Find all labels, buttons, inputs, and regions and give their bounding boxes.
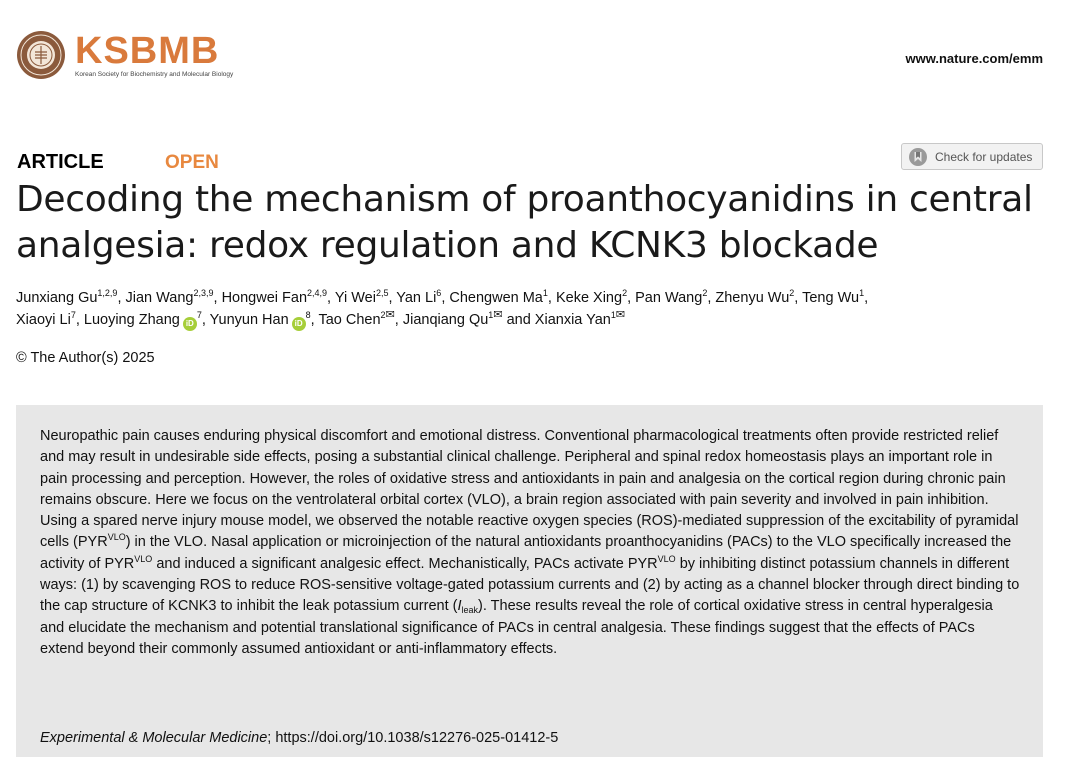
- abstract-segment: Neuropathic pain causes enduring physical discomfort and emotional distress. Conventional pharmacological treatments often provide restricted relief and may result in undesirable side effects, posing a substantial clinical challenge. Peripheral and spinal redox homeostasis plays an important role in pain processing and perception. However, the roles of oxidative stress and antioxidants in pain and analgesia on the cortical region during chronic pain remains obscure. Here we focus on the ventrolateral orbital cortex (VLO), a brain region associated with pain severity and involved in pain inhibition. Using a spared nerve injury mouse model, we observed the notable reactive oxygen species (ROS)-mediated suppression of the excitability of pyramidal cells (PYR: [40, 428, 1019, 551]
- society-full-name: Korean Society for Biochemistry and Molecular Biology: [75, 70, 234, 78]
- author-name[interactable]: Teng Wu: [802, 290, 860, 306]
- email-envelope-icon[interactable]: ✉: [385, 309, 395, 321]
- author-list: Junxiang Gu$^{1,2,9}$, Jian Wang$^{2,3,9}$, Hongwei Fan$^{2,4,9}$, Yi Wei$^{2,5}$, Yan Li$^6$, Chengwen Ma$^1$, Keke Xing$^2$, Pan Wang$^2$, Zhenyu Wu$^2$, Teng Wu$^1$, Xiaoyi Li$^7$, Luoying Zhang $iD^7$, Yunyun Han $iD^8$, Tao Chen$^{2✉}$, Jianqiang $Qu^{1✉}$ and Xianxia Yan$^{1✉}$: [16, 287, 1056, 331]
- author-affiliation: 2,5: [375, 288, 389, 298]
- author-affiliation: 2,4,9: [307, 288, 328, 298]
- journal-site-link[interactable]: www.nature.com/emm: [905, 51, 1043, 66]
- author-name[interactable]: Hongwei Fan: [221, 290, 308, 306]
- superscript-vlo: VLO: [134, 553, 153, 564]
- author-name[interactable]: Zhenyu Wu: [715, 290, 790, 306]
- author-name[interactable]: Keke Xing: [555, 290, 623, 306]
- abstract-segment: by inhibiting distinct potassium channels in different ways: (1) by scavenging ROS to reduce ROS-sensitive voltage-gated potassium currents and (2) by acting as a channel blocker through direct binding to the cap structure of KCNK3 to inhibit the leak potassium current (: [40, 555, 1020, 615]
- author-name[interactable]: Xiaoyi Li: [16, 312, 71, 328]
- current-symbol: I: [457, 598, 462, 615]
- citation-separator: ;: [267, 730, 272, 746]
- abstract-segment: and induced a significant analgesic effect. Mechanistically, PACs activate PYR: [152, 555, 658, 572]
- author-name[interactable]: Yan Li: [396, 290, 437, 306]
- subscript-leak: leak: [461, 605, 479, 616]
- author-affiliation: 1: [488, 310, 494, 320]
- author-name[interactable]: Yunyun Han: [209, 312, 289, 328]
- author-affiliation: 1: [859, 288, 865, 298]
- society-seal-icon: [16, 30, 66, 80]
- title-line-2: analgesia: redox regulation and KCNK3 blockade: [16, 225, 879, 266]
- author-affiliation: 8: [305, 310, 311, 320]
- orcid-icon[interactable]: iD: [292, 317, 306, 331]
- author-affiliation: 7: [196, 310, 202, 320]
- abstract-panel: [16, 405, 1043, 757]
- author-affiliation: 1,2,9: [97, 288, 118, 298]
- bookmark-badge-icon: [908, 147, 928, 167]
- author-name[interactable]: Jian Wang: [125, 290, 194, 306]
- email-envelope-icon[interactable]: ✉: [615, 309, 626, 321]
- author-affiliation: 2: [789, 288, 795, 298]
- author-affiliation: 6: [436, 288, 442, 298]
- author-name[interactable]: Pan Wang: [635, 290, 703, 306]
- author-name[interactable]: Chengwen Ma: [449, 290, 543, 306]
- author-name[interactable]: Luoying Zhang: [83, 312, 180, 328]
- author-affiliation: 2: [702, 288, 708, 298]
- abstract-segment: ). These results reveal the role of cortical oxidative stress in central hyperalgesia and elucidate the mechanism and potential translational significance of PACs in central analgesia. These findings suggest that the effects of PACs extend beyond their commonly assumed antioxidant or anti-inflammatory effects.: [40, 598, 993, 657]
- author-name[interactable]: Jianqiang Qu: [402, 312, 489, 328]
- open-access-label: OPEN: [165, 152, 219, 173]
- abstract-text: [40, 426, 1020, 660]
- author-affiliation: 1: [610, 310, 616, 320]
- article-type-label: ARTICLE: [17, 151, 104, 173]
- author-affiliation: 7: [70, 310, 76, 320]
- society-acronym: KSBMB: [75, 29, 220, 72]
- superscript-vlo: VLO: [107, 532, 126, 543]
- author-conjunction: and: [506, 312, 531, 328]
- orcid-icon[interactable]: iD: [183, 317, 197, 331]
- doi-link[interactable]: https://doi.org/10.1038/s12276-025-01412-5: [275, 730, 559, 746]
- superscript-vlo: VLO: [657, 553, 676, 564]
- title-line-1: Decoding the mechanism of proanthocyanidins in central: [16, 179, 1033, 220]
- citation-line: [40, 730, 558, 746]
- author-name[interactable]: Junxiang Gu: [16, 290, 98, 306]
- author-affiliation: 1: [542, 288, 548, 298]
- author-affiliation: 2: [622, 288, 628, 298]
- author-affiliation: 2: [380, 310, 386, 320]
- author-name[interactable]: Yi Wei: [334, 290, 376, 306]
- email-envelope-icon[interactable]: ✉: [493, 309, 503, 321]
- copyright-notice: © The Author(s) 2025: [16, 350, 155, 366]
- author-affiliation: 2,3,9: [193, 288, 214, 298]
- ksbmb-logo[interactable]: [16, 30, 233, 80]
- abstract-segment: ) in the VLO. Nasal application or microinjection of the natural antioxidants proanthocyanidins (PACs) to the VLO specifically increased the activity of PYR: [40, 534, 1012, 572]
- journal-name: Experimental & Molecular Medicine: [40, 730, 268, 746]
- check-for-updates-button[interactable]: [901, 143, 1043, 170]
- author-name[interactable]: Tao Chen: [318, 312, 381, 328]
- author-name[interactable]: Xianxia Yan: [534, 312, 611, 328]
- article-title: [16, 177, 1046, 269]
- check-for-updates-label: Check for updates: [935, 149, 1033, 164]
